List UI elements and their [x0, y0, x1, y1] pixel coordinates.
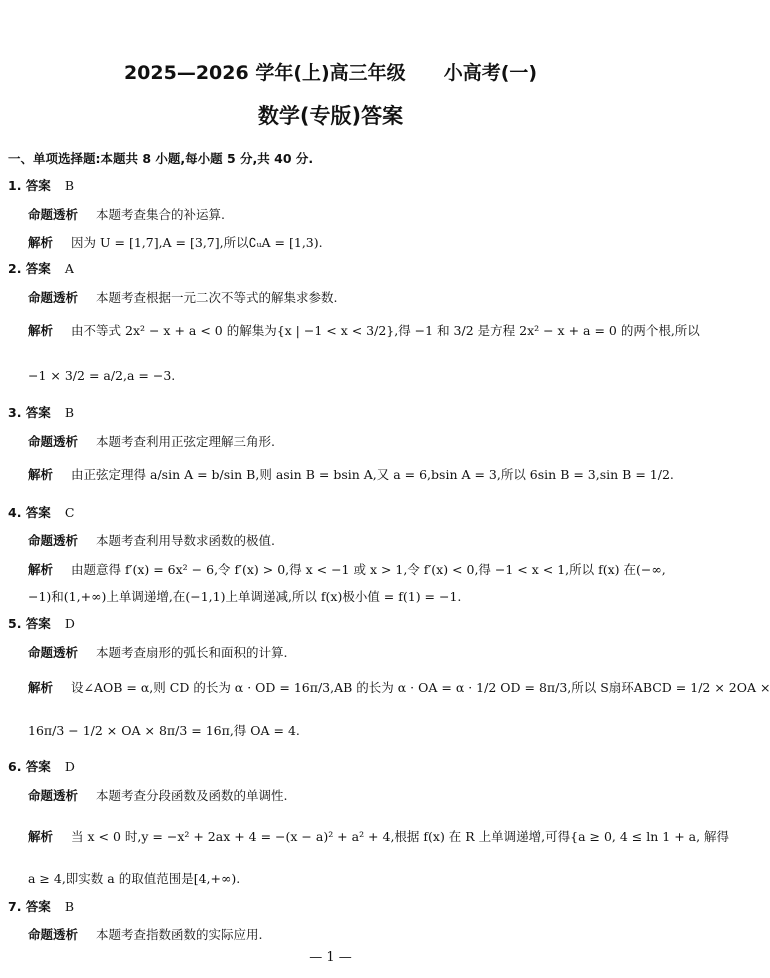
- intent-text: 本题考查指数函数的实际应用.: [96, 927, 263, 942]
- question-2-intent: [28, 290, 338, 306]
- question-1-answer: [8, 178, 74, 194]
- question-4-answer: [8, 505, 74, 521]
- question-2-answer: [8, 261, 74, 277]
- analysis-text: 当 x < 0 时,y = −x² + 2ax + 4 = −(x − a)² + a² + 4,根据 f(x) 在 R 上单调递增,可得{a ≥ 0, 4 ≤ ln 1 + a, 解得: [71, 829, 730, 844]
- section-heading: 一、单项选择题:本题共 8 小题,每小题 5 分,共 40 分.: [8, 151, 314, 166]
- intent-text: 本题考查根据一元二次不等式的解集求参数.: [96, 290, 338, 305]
- answer-label: 2. 答案: [8, 261, 51, 276]
- analysis-text: 由不等式 2x² − x + a < 0 的解集为{x | −1 < x < 3/2},得 −1 和 3/2 是方程 2x² − x + a = 0 的两个根,所以: [71, 323, 700, 338]
- question-6-intent: [28, 788, 288, 804]
- title-left: 2025—2026 学年(上)高三年级: [123, 62, 406, 84]
- question-7-intent: [28, 927, 263, 943]
- analysis-label: 解析: [28, 562, 54, 577]
- analysis-text: 因为 U = [1,7],A = [3,7],所以∁ᵤA = [1,3).: [71, 235, 323, 250]
- intent-text: 本题考查集合的补运算.: [96, 207, 225, 222]
- analysis-label: 解析: [28, 829, 54, 844]
- question-2-analysis: [28, 323, 700, 339]
- intent-text: 本题考查分段函数及函数的单调性.: [96, 788, 288, 803]
- question-5-answer: [8, 616, 75, 632]
- intent-label: 命题透析: [28, 533, 79, 548]
- answer-label: 3. 答案: [8, 405, 51, 420]
- question-4-analysis-cont: −1)和(1,+∞)上单调递增,在(−1,1)上单调递减,所以 f(x)极小值 = f(1) = −1.: [28, 589, 462, 604]
- answer-label: 1. 答案: [8, 178, 51, 193]
- answer-value: B: [64, 899, 74, 914]
- intent-label: 命题透析: [28, 290, 79, 305]
- title-right: 小高考(一): [443, 62, 538, 84]
- intent-label: 命题透析: [28, 927, 79, 942]
- page-title: [0, 58, 661, 85]
- question-3-analysis: [28, 467, 674, 483]
- question-3-answer: [8, 405, 74, 421]
- question-7-answer: [8, 899, 74, 915]
- question-3-intent: [28, 434, 275, 450]
- intent-label: 命题透析: [28, 645, 79, 660]
- intent-label: 命题透析: [28, 207, 79, 222]
- answer-value: D: [64, 616, 75, 631]
- answer-label: 7. 答案: [8, 899, 51, 914]
- page-number: — 1 —: [309, 950, 352, 965]
- analysis-text: 由题意得 f′(x) = 6x² − 6,令 f′(x) > 0,得 x < −1 或 x > 1,令 f′(x) < 0,得 −1 < x < 1,所以 f(x) 在(−∞,: [71, 562, 666, 577]
- question-4-analysis: [28, 562, 666, 578]
- question-1-analysis: [28, 235, 323, 251]
- intent-text: 本题考查利用正弦定理解三角形.: [96, 434, 275, 449]
- question-6-analysis-cont: a ≥ 4,即实数 a 的取值范围是[4,+∞).: [28, 871, 241, 886]
- answer-value: B: [64, 405, 74, 420]
- answer-label: 5. 答案: [8, 616, 51, 631]
- analysis-label: 解析: [28, 467, 54, 482]
- question-2-analysis-cont: −1 × 3/2 = a/2,a = −3.: [28, 368, 176, 383]
- question-4-intent: [28, 533, 275, 549]
- question-6-answer: [8, 759, 75, 775]
- intent-text: 本题考查扇形的弧长和面积的计算.: [96, 645, 288, 660]
- answer-value: B: [64, 178, 74, 193]
- intent-text: 本题考查利用导数求函数的极值.: [96, 533, 275, 548]
- intent-label: 命题透析: [28, 434, 79, 449]
- question-5-intent: [28, 645, 288, 661]
- intent-label: 命题透析: [28, 788, 79, 803]
- question-5-analysis: [28, 680, 770, 696]
- question-5-analysis-cont: 16π/3 − 1/2 × OA × 8π/3 = 16π,得 OA = 4.: [28, 723, 300, 738]
- analysis-label: 解析: [28, 235, 54, 250]
- question-1-intent: [28, 207, 225, 223]
- answer-value: C: [64, 505, 75, 520]
- answer-value: A: [64, 261, 74, 276]
- answer-label: 6. 答案: [8, 759, 51, 774]
- analysis-text: 设∠AOB = α,则 CD 的长为 α · OD = 16π/3,AB 的长为 α · OA = α · 1/2 OD = 8π/3,所以 S扇环ABCD = 1/2 × 2OA ×: [71, 680, 770, 695]
- question-6-analysis: [28, 829, 729, 845]
- analysis-label: 解析: [28, 323, 54, 338]
- answer-value: D: [64, 759, 75, 774]
- page-subtitle: 数学(专版)答案: [257, 104, 404, 128]
- analysis-label: 解析: [28, 680, 54, 695]
- answer-label: 4. 答案: [8, 505, 51, 520]
- analysis-text: 由正弦定理得 a/sin A = b/sin B,则 asin B = bsin A,又 a = 6,bsin A = 3,所以 6sin B = 3,sin B = 1/2.: [71, 467, 674, 482]
